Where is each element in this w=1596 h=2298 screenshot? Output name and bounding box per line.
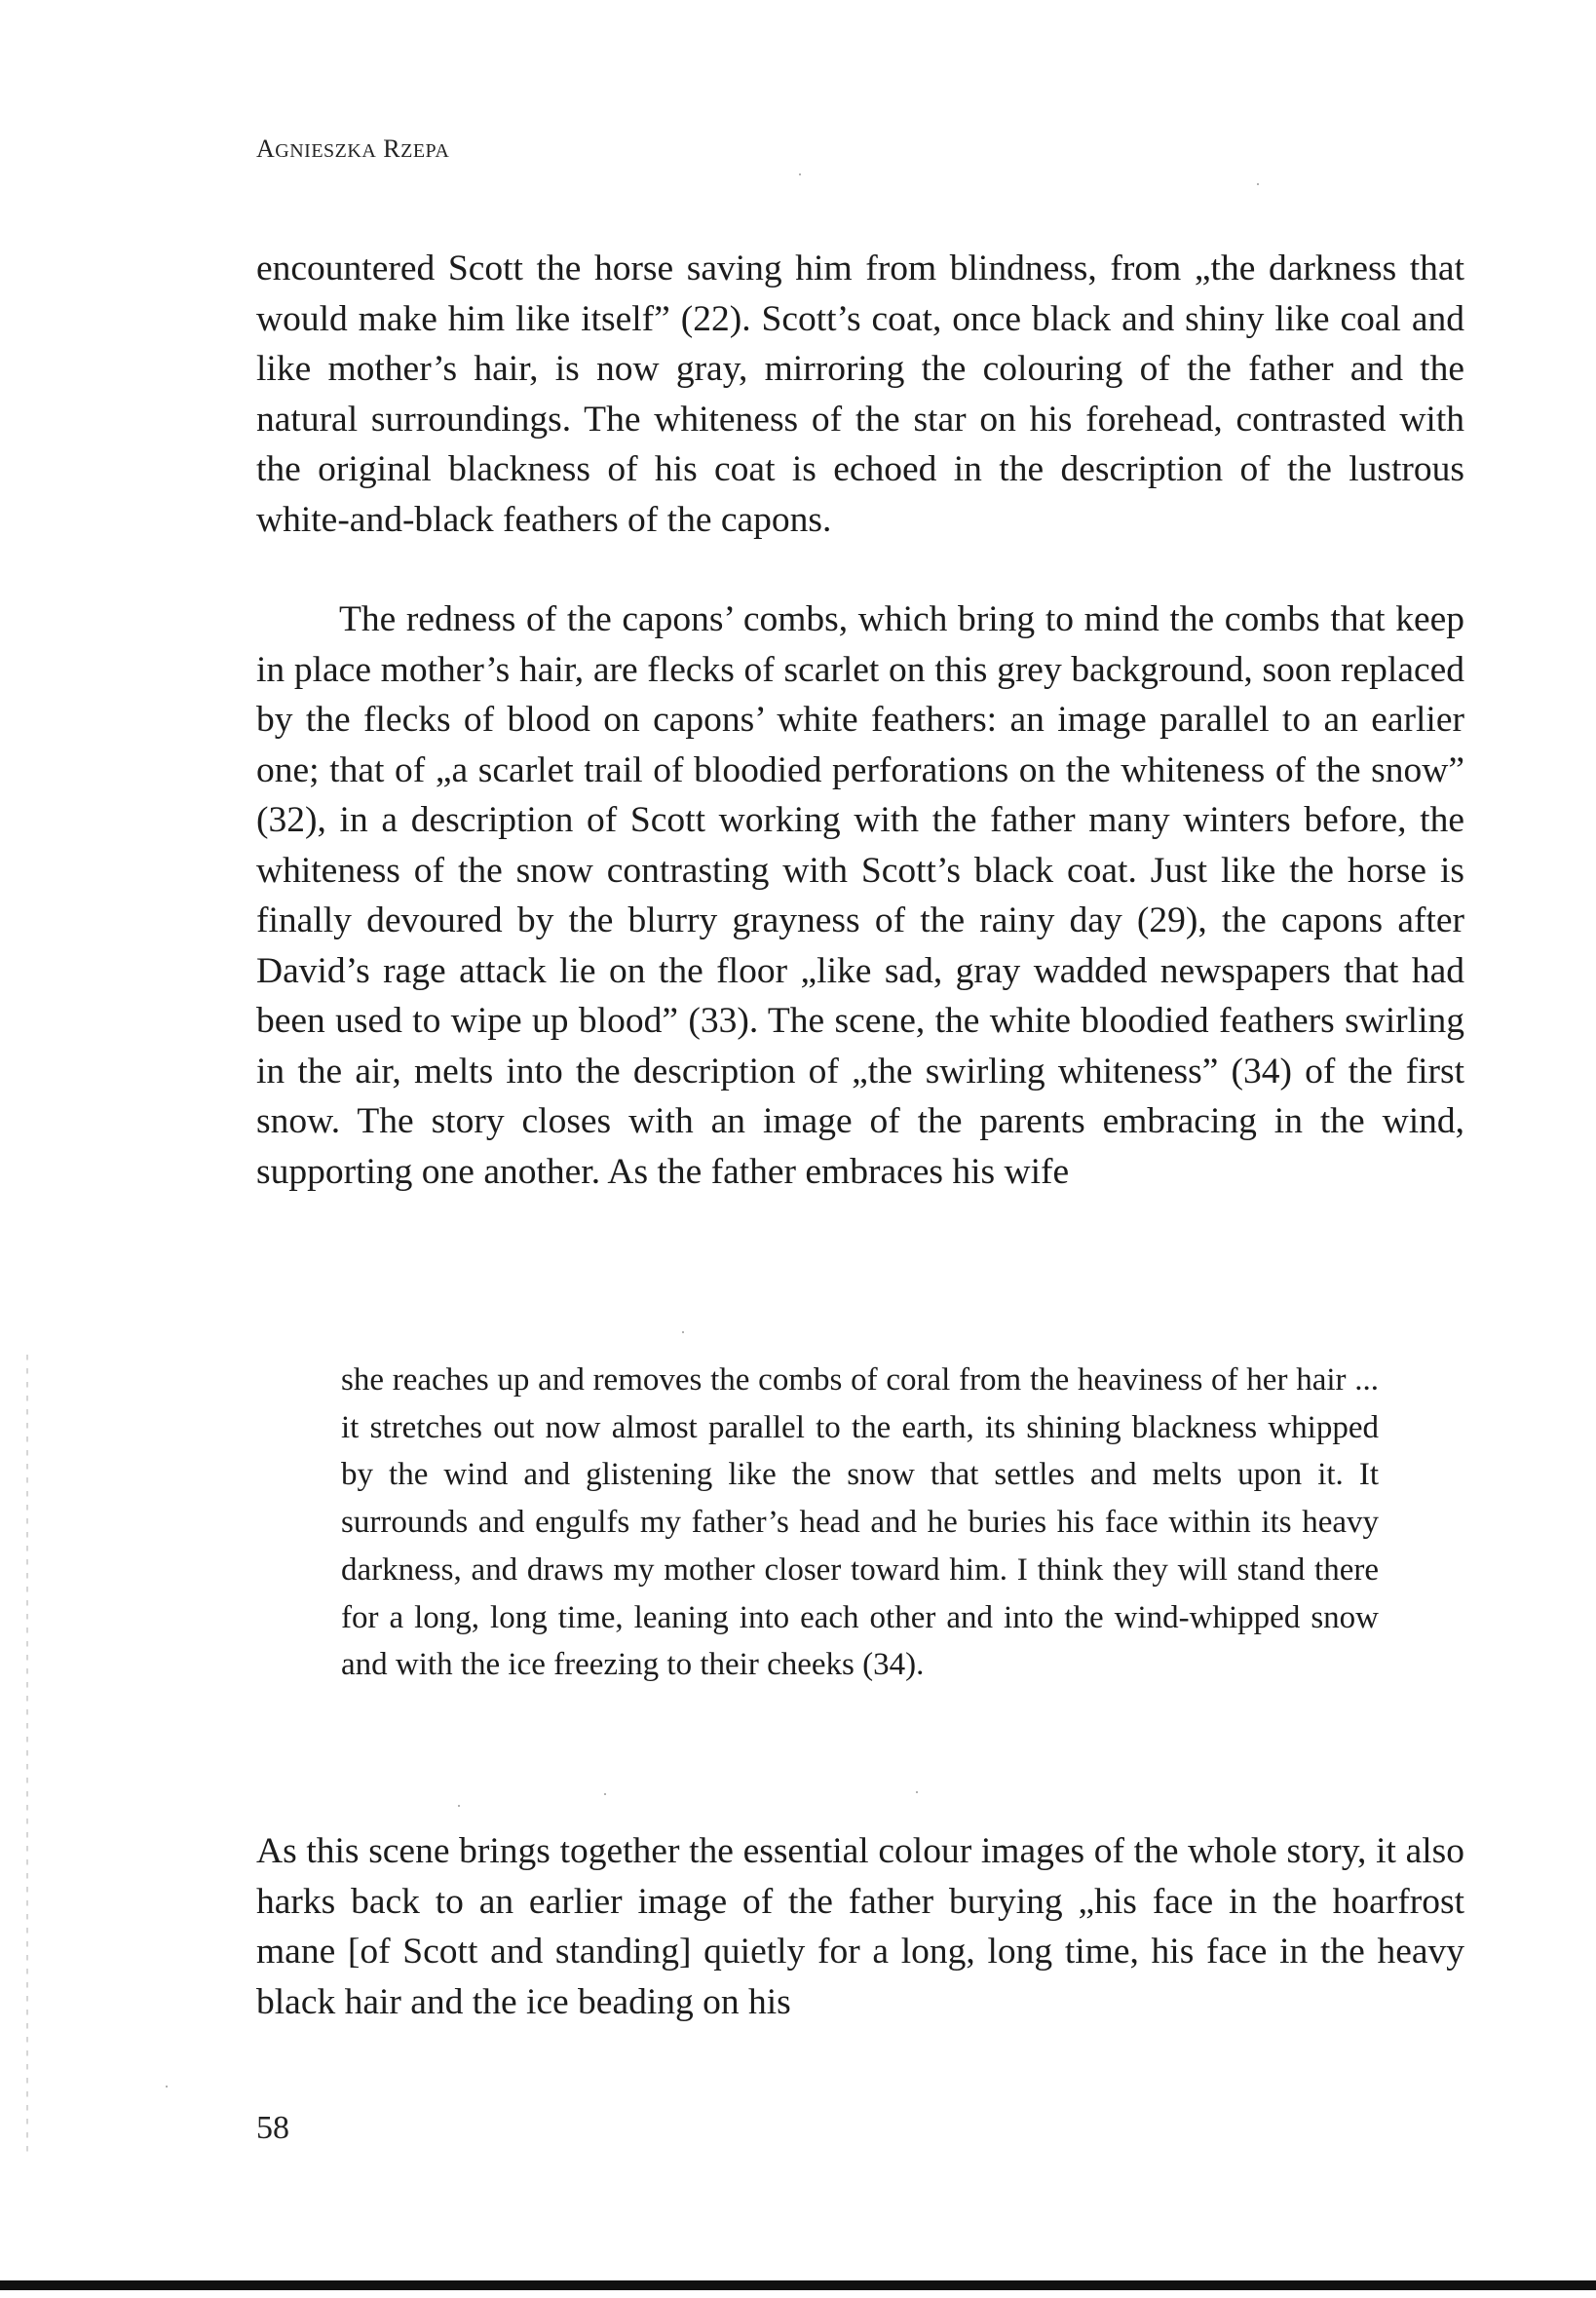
scan-speck — [458, 1805, 460, 1807]
scan-speck — [1257, 183, 1259, 185]
scan-speck — [682, 1331, 684, 1333]
block-quotation: she reaches up and removes the combs of coral from the heaviness of her hair ... it stretches out now almost parallel to the earth, its shining blackness whipped by the wind and glistening like the snow that settles and melts upon it. It surrounds and engulfs my father’s head and he buries his face within its heavy darkness, and draws my mother closer toward him. I think they will stand there for a long, long time, leaning into each other and into the wind-whipped snow and with the ice freezing to their cheeks (34). — [341, 1362, 1379, 1683]
running-head-author — [256, 134, 449, 164]
body-paragraph-2: The redness of the capons’ combs, which bring to mind the combs that keep in place mother’s hair, are flecks of scarlet on this grey background, soon replaced by the flecks of blood on capons’ white feathers: an image parallel to an earlier one; that of „a scarlet trail of bloodied perforations on the whiteness of the snow” (32), in a description of Scott working with the father many winters before, the whiteness of the snow contrasting with Scott’s black coat. Just like the horse is finally devoured by the blurry grayness of the rainy day (29), the capons after David’s rage attack lie on the floor „like sad, gray wadded newspapers that had been used to wipe up blood” (33). The scene, the white bloodied feathers swirling in the air, melts into the description of „the swirling whiteness” (34) of the first snow. The story closes with an image of the parents embracing in the wind, supporting one another. As the father embraces his wife — [256, 599, 1464, 1192]
author-last-rest: ZEPA — [400, 140, 450, 162]
page-number: 58 — [256, 2110, 289, 2146]
body-paragraph-3: As this scene brings together the essential colour images of the whole story, it also harks back to an earlier image of the father burying „his face in the hoarfrost mane [of Scott and standing] quietly for a long, long time, his face in the heavy black hair and the ice beading on his — [256, 1831, 1464, 2022]
scan-speck — [604, 1793, 606, 1795]
scan-speck — [799, 173, 801, 175]
author-last-initial: R — [383, 134, 401, 163]
scan-speck — [916, 1791, 918, 1793]
scan-bottom-edge — [0, 2280, 1596, 2290]
scan-margin-artifact — [26, 1355, 28, 2154]
scan-speck — [166, 2086, 168, 2087]
body-paragraph-1: encountered Scott the horse saving him from blindness, from „the darkness that would make him like itself” (22). Scott’s coat, once black and shiny like coal and like mother’s hair, is now gray, mirroring the colouring of the father and the natural surroundings. The whiteness of the star on his forehead, contrasted with the original blackness of his coat is echoed in the description of the lustrous white-and-black feathers of the capons. — [256, 249, 1464, 540]
author-first-initial: A — [256, 134, 276, 163]
author-first-rest: GNIESZKA — [275, 140, 377, 162]
